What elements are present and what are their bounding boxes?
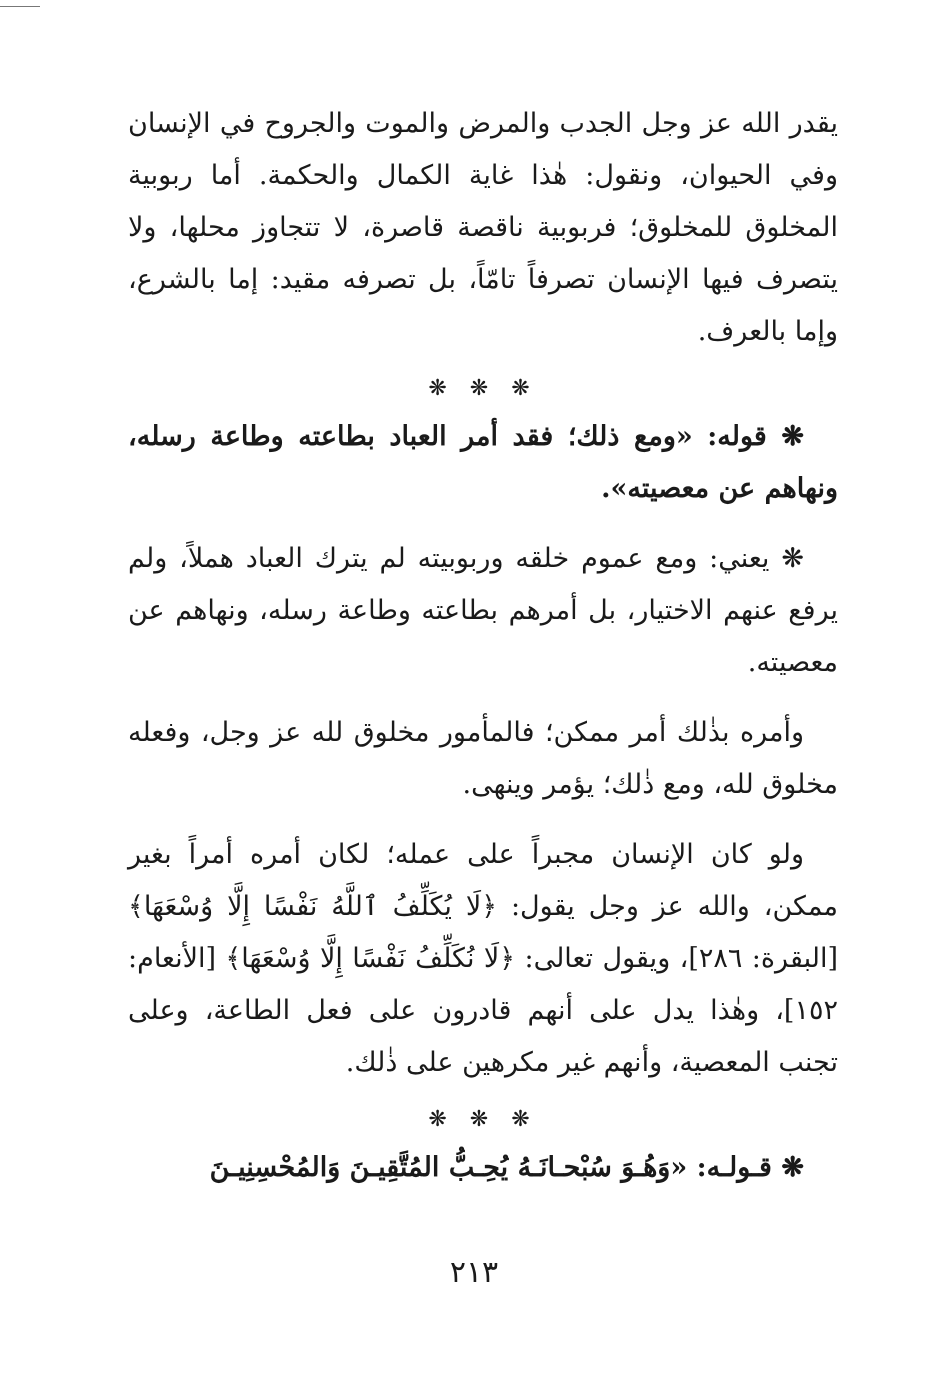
paragraph-4: ولو كان الإنسان مجبراً على عمله؛ لكان أمره أمراً بغير ممكن، والله عز وجل يقول: ﴿لَا يُكَلِّفُ ٱللَّهُ نَفْسًا إِلَّا وُسْعَهَا﴾ [البقرة: ٢٨٦]، ويقول تعالى: ﴿لَا نُكَلِّفُ نَفْسًا إِلَّا وُسْعَهَا﴾ [الأنعام: ١٥٢]، وهٰذا يدل على أنهم قادرون على فعل الطاعة، وعلى تجنب المعصية، وأنهم غير مكرهين على ذٰلك. [128, 839, 839, 1078]
section-divider-stars: ❋ ❋ ❋ [428, 376, 538, 401]
page-number: ٢١٣ [449, 1255, 499, 1290]
paragraph-2: ❋ يعني: ومع عموم خلقه وربوبيته لم يترك العباد هملاً، ولم يرفع عنهم الاختيار، بل أمرهم بطاعته وطاعة رسله، ونهاهم عن معصيته. [128, 543, 838, 678]
paragraph-1: يقدر الله عز وجل الجدب والمرض والموت والجروح في الإنسان وفي الحيوان، ونقول: هٰذا غاية الكمال والحكمة. أما ربوبية المخلوق للمخلوق؛ فربوبية ناقصة قاصرة، لا تتجاوز محلها، ولا يتصرف فيها الإنسان تصرفاً تامّاً، بل تصرفه مقيد: إما بالشرع، وإما بالعرف. [128, 108, 838, 347]
paragraph-3: وأمره بذٰلك أمر ممكن؛ فالمأمور مخلوق لله عز وجل، وفعله مخلوق لله، ومع ذٰلك؛ يؤمر وينهى. [128, 717, 838, 800]
paragraph-quote-1: ❋ قوله: «ومع ذلك؛ فقد أمر العباد بطاعته وطاعة رسله، ونهاهم عن معصيته». [128, 421, 838, 504]
page-body [128, 98, 838, 1194]
scan-edge-mark [0, 6, 40, 7]
paragraph-quote-2: ❋ قـولـه: «وَهُـوَ سُبْحـانَـهُ يُحِـبُّ المُتَّقِيـنَ وَالمُحْسِنِيـنَ [209, 1152, 804, 1183]
section-divider-stars-2: ❋ ❋ ❋ [428, 1107, 538, 1132]
